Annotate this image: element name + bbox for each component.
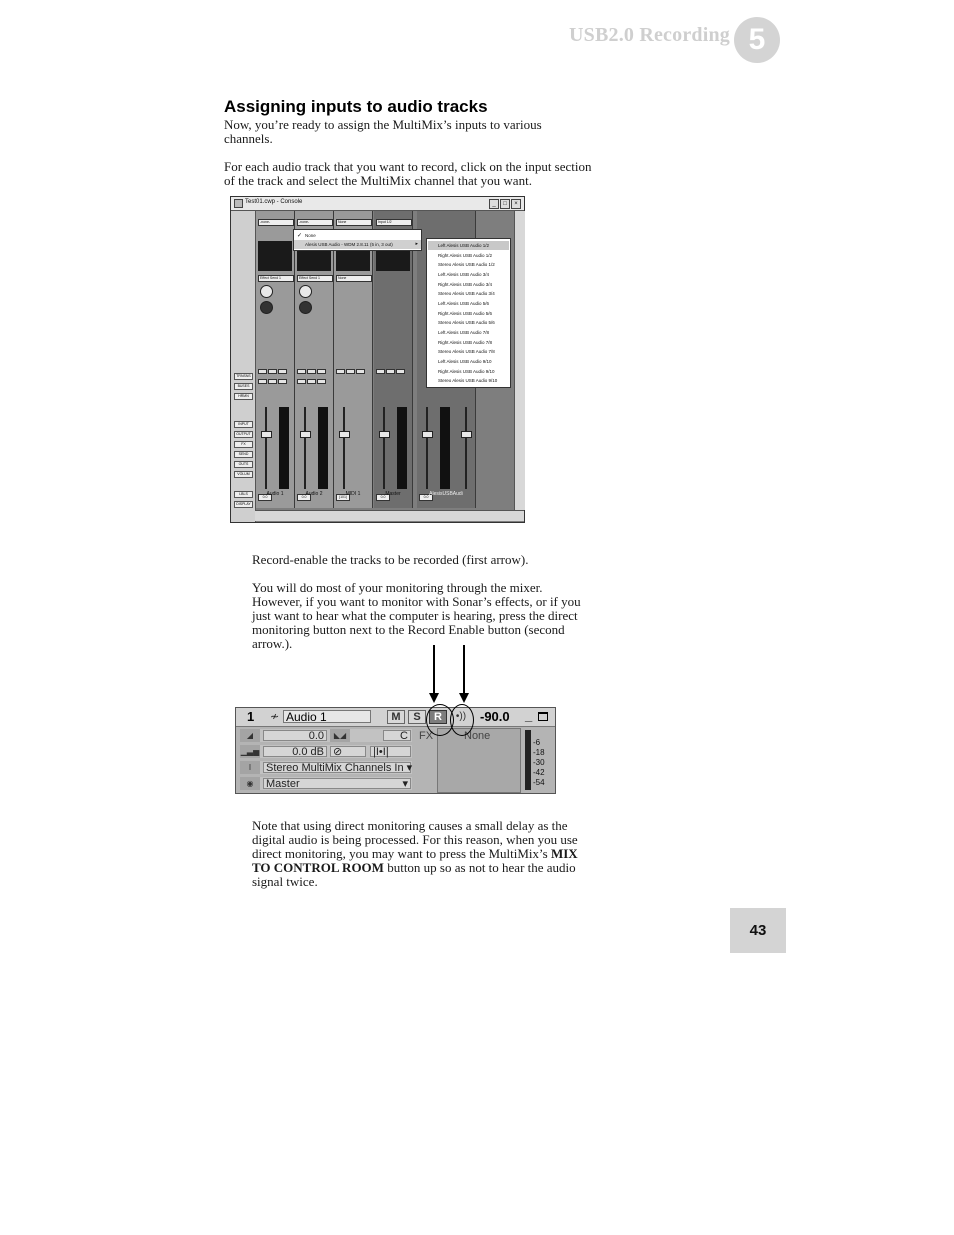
menu-item-channel[interactable]: Left Alesis USB Audio 3/4 — [438, 272, 490, 277]
menu-item-channel[interactable]: Stereo Alesis USB Audio 3/4 — [438, 291, 495, 296]
paragraph-instructions: For each audio track that you want to record, click on the input section of the track and select the MultiMix channel that you want. — [224, 159, 592, 188]
strip-input-select[interactable]: -none- — [258, 219, 294, 226]
module-label[interactable]: OUTS — [234, 461, 253, 468]
send-pan-knob[interactable] — [299, 301, 312, 314]
module-label[interactable]: SEND — [234, 451, 253, 458]
output-select[interactable]: Master ▾ — [263, 778, 411, 789]
strip-input-select[interactable]: None — [336, 219, 372, 226]
arrow-shaft — [433, 645, 435, 695]
interleave-button[interactable]: |I•I| — [370, 746, 411, 757]
volume-readout: (101) — [336, 494, 350, 501]
console-module-panel — [231, 211, 256, 522]
monitor-button[interactable] — [278, 379, 287, 384]
level-meter — [318, 407, 328, 489]
record-enable-button[interactable]: R — [429, 710, 447, 724]
strip-buttons — [376, 361, 410, 366]
mute-button[interactable] — [336, 369, 345, 374]
submenu-arrow-icon: ▸ — [415, 241, 418, 247]
strip-buttons — [258, 371, 292, 376]
chapter-number-badge: 5 — [734, 17, 780, 63]
volume-fader[interactable] — [422, 431, 433, 438]
mute-button[interactable]: M — [387, 710, 405, 724]
volume-fader[interactable] — [379, 431, 390, 438]
pan-row — [240, 729, 412, 742]
paragraph-direct-monitoring-note: Note that using direct monitoring causes a small delay as the digital audio is being processed. For this reason, when you use direct monitoring, you may want to press the MultiMix’s MIX TO CONTROL ROOM button up so as not to hear the audio signal twice. — [252, 818, 578, 889]
trim-bars-icon: ▁▃▅ — [240, 747, 260, 756]
menu-item-channel[interactable]: Right Alesis USB Audio 3/4 — [438, 282, 493, 287]
app-icon — [234, 199, 243, 208]
track-level-meter — [525, 730, 531, 790]
menu-item-channel[interactable]: Stereo Alesis USB Audio 9/10 — [438, 378, 498, 383]
menu-item-channel[interactable]: Stereo Alesis USB Audio 1/2 — [438, 262, 495, 267]
module-label[interactable]: VOLUM — [234, 471, 253, 478]
volume-fader[interactable] — [339, 431, 350, 438]
bus-strip — [374, 211, 413, 508]
trim-value[interactable]: 0.0 dB — [263, 746, 327, 757]
record-button[interactable] — [396, 369, 405, 374]
mute-button[interactable] — [376, 369, 385, 374]
track-title-row — [236, 708, 555, 727]
strip-buttons — [258, 361, 292, 366]
horizontal-scrollbar[interactable] — [255, 510, 524, 521]
volume-fader[interactable] — [300, 431, 311, 438]
menu-item-channel[interactable]: Left Alesis USB Audio 5/6 — [438, 301, 490, 306]
menu-item-channel[interactable]: Left Alesis USB Audio 1/2 — [428, 241, 509, 250]
channel-strip — [256, 211, 295, 508]
strip-buttons — [297, 361, 331, 366]
menu-item-channel[interactable]: Stereo Alesis USB Audio 7/8 — [438, 349, 495, 354]
arrow-shaft — [463, 645, 465, 695]
input-channel-menu — [426, 238, 511, 388]
strip-name[interactable]: Audio 1 — [266, 491, 284, 497]
fader-track — [465, 407, 467, 489]
minimize-icon[interactable]: _ — [489, 199, 499, 209]
module-label[interactable]: OUTPUT — [234, 431, 253, 438]
output-row — [240, 777, 412, 790]
track-number: 1 — [247, 709, 255, 724]
input-device-menu — [293, 229, 422, 251]
strip-input-select[interactable]: -none- — [297, 219, 333, 226]
monitor-button[interactable] — [317, 379, 326, 384]
menu-item-alesis-device[interactable]: Alesis USB Audio - WDM 2.8.11 (5 in, 3 out) ▸ — [294, 240, 421, 249]
section-heading: Assigning inputs to audio tracks — [224, 97, 488, 116]
strip-send-select[interactable]: None — [336, 275, 372, 282]
archive-button[interactable] — [307, 379, 316, 384]
paragraph-intro: Now, you’re ready to assign the MultiMix’s inputs to various channels. — [224, 117, 542, 146]
trim-row — [240, 745, 412, 758]
page-number-box — [730, 908, 786, 953]
phase-button[interactable] — [258, 379, 267, 384]
fader-track — [304, 407, 306, 489]
input-row — [240, 761, 412, 774]
track-header-screenshot — [235, 707, 556, 794]
level-meter — [397, 407, 407, 489]
channel-strip — [334, 211, 373, 508]
pan-value[interactable]: 0.0 — [263, 730, 327, 741]
level-meter — [279, 407, 289, 489]
highlight-circle — [450, 704, 474, 736]
fader-track — [426, 407, 428, 489]
meter-scale: -6 -18 -30 -42 -54 — [533, 738, 545, 787]
solo-button[interactable]: S — [408, 710, 426, 724]
strip-name[interactable]: MIDI 1 — [345, 491, 361, 497]
menu-item-channel[interactable]: Right Alesis USB Audio 9/10 — [438, 369, 495, 374]
solo-button[interactable] — [346, 369, 355, 374]
fader-track — [343, 407, 345, 489]
menu-item-channel[interactable]: Left Alesis USB Audio 7/8 — [438, 330, 490, 335]
volume-wedge-icon: ◢ — [240, 729, 260, 742]
phase-button[interactable] — [297, 379, 306, 384]
track-name-field[interactable]: Audio 1 — [283, 710, 371, 723]
module-label[interactable]: HRMN — [234, 393, 253, 400]
volume-readout: 0.0 — [376, 494, 390, 501]
send-level-knob[interactable] — [299, 285, 312, 298]
pan-position[interactable]: C — [383, 730, 411, 741]
chapter-title: USB2.0 Recording — [569, 24, 730, 46]
input-select[interactable]: Stereo MultiMix Channels In ▾ — [263, 762, 411, 773]
volume-readout: 0.0 — [297, 494, 311, 501]
send-pan-knob[interactable] — [260, 301, 273, 314]
strip-buttons — [336, 361, 370, 366]
strip-name[interactable]: Audio 2 — [305, 491, 323, 497]
maximize-icon[interactable]: □ — [500, 199, 510, 209]
channel-strip — [295, 211, 334, 508]
module-label[interactable]: FX — [234, 441, 253, 448]
solo-button[interactable] — [386, 369, 395, 374]
console-titlebar — [231, 197, 524, 211]
paragraph-record-enable: Record-enable the tracks to be recorded (first arrow). — [252, 552, 529, 567]
output-icon: ◉ — [240, 777, 260, 790]
arrow-down-icon — [429, 693, 439, 703]
maximize-icon[interactable] — [538, 712, 548, 721]
console-window-title: Test01.cwp - Console — [245, 199, 303, 205]
arrow-down-icon — [459, 693, 469, 703]
send-level-knob[interactable] — [260, 285, 273, 298]
volume-readout: -90.0 — [480, 709, 510, 724]
paragraph-monitoring: You will do most of your monitoring through the mixer. However, if you want to monitor with Sonar’s effects, or if you just want to hear what the computer is hearing, press the direct monitoring button next to the Record Enable button (second arrow.). — [252, 580, 581, 651]
strip-name[interactable]: AlesisUSBAudi — [429, 491, 463, 497]
menu-item-channel[interactable]: Right Alesis USB Audio 7/8 — [438, 340, 493, 345]
module-label[interactable]: LBLS — [234, 491, 253, 498]
strip-send-select[interactable]: Effect Send 1 — [258, 275, 294, 282]
volume-fader[interactable] — [261, 431, 272, 438]
audio-wave-icon: ≁ — [270, 711, 280, 723]
menu-item-channel[interactable]: Left Alesis USB Audio 9/10 — [438, 359, 492, 364]
pan-icon: ◣◢ — [330, 729, 350, 742]
module-label[interactable]: BUSES — [234, 383, 253, 390]
fader-track — [265, 407, 267, 489]
fx-label: FX — [419, 730, 434, 742]
menu-item-channel[interactable]: Right Alesis USB Audio 5/6 — [438, 311, 493, 316]
archive-button[interactable] — [268, 379, 277, 384]
volume-fader[interactable] — [461, 431, 472, 438]
volume-readout: 0.0 — [419, 494, 433, 501]
phase-button[interactable]: ⊘ — [330, 746, 366, 757]
strip-send-select[interactable]: Effect Send 1 — [297, 275, 333, 282]
strip-fx-bin[interactable] — [258, 241, 292, 271]
close-icon[interactable]: × — [511, 199, 521, 209]
check-icon: ✓ — [297, 233, 303, 239]
vertical-scrollbar[interactable] — [514, 211, 525, 510]
input-icon: I — [240, 761, 260, 774]
page-number: 43 — [749, 922, 767, 939]
module-label[interactable]: TRNSNS — [234, 373, 253, 380]
fx-value: None — [464, 730, 491, 742]
minimize-icon[interactable]: _ — [525, 708, 533, 723]
strip-input-select[interactable]: Input 1/2 — [376, 219, 412, 226]
record-button[interactable] — [356, 369, 365, 374]
menu-item-channel[interactable]: Right Alesis USB Audio 1/2 — [438, 253, 493, 258]
fader-track — [383, 407, 385, 489]
menu-item-none[interactable]: ✓ None — [297, 233, 316, 239]
volume-readout: 0.0 — [258, 494, 272, 501]
direct-monitoring-button[interactable]: •)) — [455, 711, 467, 722]
module-label[interactable]: DISPLAY — [234, 501, 253, 508]
module-label[interactable]: INPUT — [234, 421, 253, 428]
strip-buttons — [297, 371, 331, 376]
console-screenshot — [230, 196, 525, 523]
strip-name[interactable]: Master — [385, 491, 401, 497]
level-meter — [440, 407, 450, 489]
menu-item-channel[interactable]: Stereo Alesis USB Audio 5/6 — [438, 320, 495, 325]
